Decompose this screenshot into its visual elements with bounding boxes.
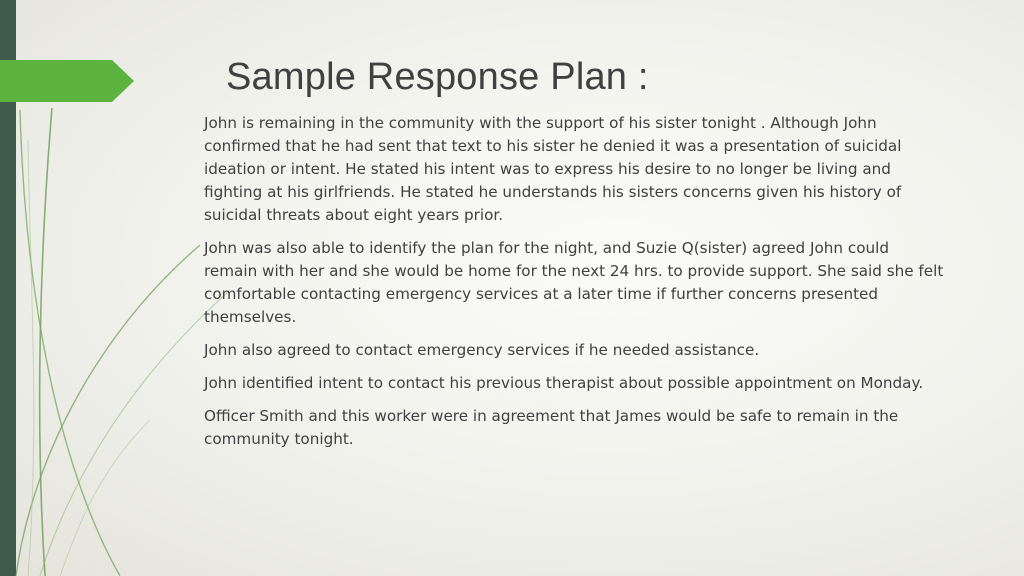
paragraph-therapist: John identified intent to contact his previous therapist about possible appointment on Monday. (204, 374, 924, 392)
slide-body (204, 112, 944, 461)
accent-arrow-tab (0, 60, 134, 102)
paragraph-summary: John is remaining in the community with the support of his sister tonight . Although John confirmed that he had sent that text to his sister he denied it was a presentation of suicidal ideation or intent. He stated his intent was to express his desire to no longer be living and fighting at his girlfriends. He stated he understands his sisters concerns given his history of suicidal threats about eight years prior. (204, 114, 902, 224)
paragraph-emergency: John also agreed to contact emergency services if he needed assistance. (204, 341, 760, 359)
slide-title: Sample Response Plan : (226, 56, 649, 98)
paragraph-agreement: Officer Smith and this worker were in agreement that James would be safe to remain in the community tonight. (204, 407, 899, 448)
paragraph-plan: John was also able to identify the plan for the night, and Suzie Q(sister) agreed John could remain with her and she would be home for the next 24 hrs. to provide support. She said she felt comfortable contacting emergency services at a later time if further concerns presented themselves. (204, 239, 944, 326)
